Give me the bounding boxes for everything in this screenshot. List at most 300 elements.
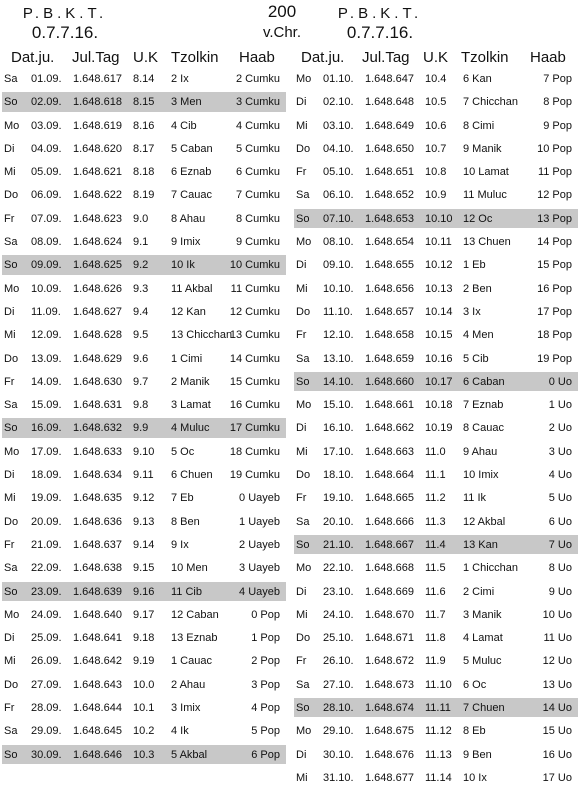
julian-day-cell: 1.648.645 (73, 725, 122, 738)
julian-day-cell: 1.648.626 (73, 282, 122, 295)
tzolkin-cell: 5 Muluc (463, 655, 502, 668)
uk-count-cell: 9.8 (133, 399, 149, 412)
julian-day-cell: 1.648.674 (365, 702, 414, 715)
table-row (292, 533, 578, 556)
julian-day-cell: 1.648.652 (365, 189, 414, 202)
left-col-header-tzolkin: Tzolkin (171, 49, 219, 66)
left-pbkt-value: 0.7.7.16. (31, 23, 99, 42)
tzolkin-cell: 6 Chuen (171, 469, 213, 482)
tzolkin-cell: 9 Ahau (463, 445, 498, 458)
uk-count-cell: 9.1 (133, 236, 149, 249)
uk-count-cell: 9.19 (133, 655, 155, 668)
weekday-cell: Do (296, 142, 311, 155)
haab-cell: 2 Pop (251, 655, 280, 668)
table-row (0, 510, 286, 533)
date-cell: 01.09. (31, 73, 62, 85)
julian-day-cell: 1.648.625 (73, 259, 122, 272)
haab-cell: 19 Cumku (229, 469, 280, 482)
weekday-cell: Sa (4, 725, 18, 738)
haab-cell: 17 Pop (537, 305, 572, 318)
uk-count-cell: 10.5 (425, 96, 447, 109)
julian-day-cell: 1.648.656 (365, 282, 414, 295)
julian-day-cell: 1.648.659 (365, 352, 414, 365)
date-cell: 01.10. (323, 73, 354, 85)
julian-day-cell: 1.648.621 (73, 166, 122, 179)
tzolkin-cell: 4 Ik (171, 725, 189, 738)
tzolkin-cell: 2 Ahau (171, 678, 206, 691)
date-cell: 25.09. (31, 632, 62, 645)
julian-day-cell: 1.648.648 (365, 96, 414, 109)
table-row (292, 510, 578, 533)
julian-day-cell: 1.648.663 (365, 445, 414, 458)
tzolkin-cell: 7 Eznab (463, 399, 504, 412)
table-row (292, 556, 578, 579)
weekday-cell: Sa (296, 189, 310, 202)
table-row (292, 114, 578, 137)
tzolkin-cell: 7 Chicchan (463, 96, 519, 109)
uk-count-cell: 11.1 (425, 469, 446, 482)
haab-cell: 2 Uayeb (239, 538, 280, 551)
julian-day-cell: 1.648.634 (73, 469, 122, 482)
tzolkin-cell: 10 Ik (171, 259, 195, 272)
tzolkin-cell: 2 Manik (171, 375, 210, 388)
date-cell: 06.10. (323, 189, 354, 202)
tzolkin-cell: 10 Ix (463, 771, 487, 784)
tzolkin-cell: 6 Caban (463, 375, 505, 388)
right-header (325, 6, 435, 41)
julian-day-cell: 1.648.624 (73, 236, 122, 249)
table-row (0, 183, 286, 206)
left-col-header-haab: Haab (239, 49, 275, 66)
table-row (0, 486, 286, 509)
haab-cell: 12 Uo (542, 655, 572, 668)
julian-day-cell: 1.648.618 (73, 96, 122, 109)
table-row (292, 90, 578, 113)
uk-count-cell: 10.7 (425, 142, 447, 155)
table-row (292, 649, 578, 672)
uk-count-cell: 11.14 (425, 771, 452, 784)
date-cell: 22.10. (323, 562, 354, 575)
table-row (0, 277, 286, 300)
table-row (0, 696, 286, 719)
weekday-cell: Mo (4, 608, 20, 621)
haab-cell: 4 Cumku (235, 119, 280, 132)
date-cell: 23.09. (31, 585, 62, 598)
weekday-cell: Do (4, 352, 19, 365)
uk-count-cell: 11.7 (425, 608, 446, 621)
haab-cell: 5 Pop (251, 725, 280, 738)
tzolkin-cell: 8 Ben (171, 515, 200, 528)
haab-cell: 9 Pop (543, 119, 572, 132)
date-cell: 21.10. (323, 538, 354, 551)
haab-cell: 0 Pop (251, 608, 280, 621)
weekday-cell: Di (4, 469, 15, 482)
date-cell: 09.09. (31, 259, 62, 272)
weekday-cell: Mo (4, 119, 20, 132)
table-row (0, 580, 286, 603)
haab-cell: 4 Uo (548, 469, 572, 482)
weekday-cell: So (296, 212, 310, 225)
uk-count-cell: 8.19 (133, 189, 155, 202)
julian-day-cell: 1.648.641 (73, 632, 122, 645)
uk-count-cell: 9.7 (133, 375, 149, 388)
tzolkin-cell: 9 Imix (171, 236, 201, 249)
tzolkin-cell: 4 Men (463, 329, 494, 342)
uk-count-cell: 9.16 (133, 585, 155, 598)
haab-cell: 3 Cumku (235, 96, 280, 109)
date-cell: 28.09. (31, 702, 62, 715)
tzolkin-cell: 1 Cimi (171, 352, 203, 365)
haab-cell: 3 Uo (548, 445, 572, 458)
julian-day-cell: 1.648.673 (365, 678, 414, 691)
tzolkin-cell: 7 Chuen (463, 702, 505, 715)
weekday-cell: Sa (4, 236, 18, 249)
table-row (0, 207, 286, 230)
date-cell: 26.10. (323, 655, 354, 668)
table-row (0, 463, 286, 486)
uk-count-cell: 8.14 (133, 73, 155, 85)
julian-day-cell: 1.648.639 (73, 585, 122, 598)
table-row (292, 719, 578, 742)
table-row (0, 556, 286, 579)
table-row (292, 207, 578, 230)
date-cell: 02.09. (31, 96, 62, 109)
date-cell: 29.09. (31, 725, 62, 738)
uk-count-cell: 9.18 (133, 632, 155, 645)
tzolkin-cell: 6 Eznab (171, 166, 212, 179)
weekday-cell: Di (4, 632, 15, 645)
julian-day-cell: 1.648.651 (365, 166, 414, 179)
uk-count-cell: 10.4 (425, 73, 447, 85)
haab-cell: 13 Uo (542, 678, 572, 691)
tzolkin-cell: 4 Lamat (463, 632, 503, 645)
weekday-cell: Fr (296, 492, 307, 505)
haab-cell: 4 Uayeb (239, 585, 280, 598)
julian-day-cell: 1.648.632 (73, 422, 122, 435)
table-row (292, 416, 578, 439)
tzolkin-cell: 13 Kan (463, 538, 498, 551)
julian-day-cell: 1.648.633 (73, 445, 122, 458)
date-cell: 14.10. (323, 375, 354, 388)
haab-cell: 14 Pop (537, 236, 572, 249)
date-cell: 07.10. (323, 212, 354, 225)
weekday-cell: Fr (4, 702, 15, 715)
weekday-cell: Di (296, 748, 307, 761)
julian-day-cell: 1.648.657 (365, 305, 414, 318)
date-cell: 03.09. (31, 119, 62, 132)
uk-count-cell: 11.11 (425, 702, 451, 715)
table-row (0, 370, 286, 393)
julian-day-cell: 1.648.650 (365, 142, 414, 155)
tzolkin-cell: 12 Akbal (463, 515, 506, 528)
uk-count-cell: 10.12 (425, 259, 453, 272)
weekday-cell: So (4, 96, 18, 109)
uk-count-cell: 10.15 (425, 329, 453, 342)
uk-count-cell: 11.12 (425, 725, 452, 738)
table-row (292, 323, 578, 346)
uk-count-cell: 11.5 (425, 562, 446, 575)
left-col-header-date: Dat.ju. (11, 49, 55, 66)
julian-day-cell: 1.648.623 (73, 212, 122, 225)
tzolkin-cell: 12 Caban (171, 608, 219, 621)
table-row (292, 230, 578, 253)
julian-day-cell: 1.648.660 (365, 375, 414, 388)
tzolkin-cell: 5 Oc (171, 445, 195, 458)
uk-count-cell: 9.15 (133, 562, 155, 575)
julian-day-cell: 1.648.668 (365, 562, 414, 575)
tzolkin-cell: 10 Imix (463, 469, 499, 482)
weekday-cell: Mi (296, 282, 308, 295)
uk-count-cell: 9.0 (133, 212, 149, 225)
tzolkin-cell: 11 Muluc (463, 189, 507, 202)
tzolkin-cell: 7 Cauac (171, 189, 212, 202)
haab-cell: 17 Uo (542, 771, 572, 784)
tzolkin-cell: 8 Cimi (463, 119, 495, 132)
table-row (292, 766, 578, 789)
uk-count-cell: 10.14 (425, 305, 453, 318)
date-cell: 04.10. (323, 142, 354, 155)
table-row (292, 347, 578, 370)
weekday-cell: Di (296, 259, 307, 272)
tzolkin-cell: 8 Eb (463, 725, 486, 738)
weekday-cell: Mo (296, 725, 312, 738)
date-cell: 24.10. (323, 608, 354, 621)
haab-cell: 8 Pop (543, 96, 572, 109)
julian-day-cell: 1.648.620 (73, 142, 122, 155)
uk-count-cell: 8.15 (133, 96, 155, 109)
table-row (0, 347, 286, 370)
uk-count-cell: 11.6 (425, 585, 446, 598)
table-row (292, 743, 578, 766)
weekday-cell: Mi (296, 771, 308, 784)
weekday-cell: Do (4, 515, 19, 528)
table-row (0, 230, 286, 253)
table-row (292, 626, 578, 649)
tzolkin-cell: 2 Ix (171, 73, 189, 85)
date-cell: 16.10. (323, 422, 354, 435)
date-cell: 11.10. (323, 305, 353, 318)
uk-count-cell: 10.0 (133, 678, 155, 691)
date-cell: 30.10. (323, 748, 354, 761)
julian-day-cell: 1.648.640 (73, 608, 122, 621)
weekday-cell: So (4, 422, 18, 435)
julian-day-cell: 1.648.664 (365, 469, 414, 482)
julian-day-cell: 1.648.658 (365, 329, 414, 342)
date-cell: 04.09. (31, 142, 62, 155)
date-cell: 08.10. (323, 236, 354, 249)
uk-count-cell: 9.17 (133, 608, 155, 621)
tzolkin-cell: 4 Cib (171, 119, 197, 132)
tzolkin-cell: 5 Cib (463, 352, 489, 365)
uk-count-cell: 10.3 (133, 748, 155, 761)
julian-day-cell: 1.648.629 (73, 352, 122, 365)
date-cell: 18.09. (31, 469, 62, 482)
weekday-cell: Di (296, 585, 307, 598)
tzolkin-cell: 5 Akbal (171, 748, 208, 761)
right-col-header-haab: Haab (530, 49, 566, 66)
date-cell: 15.10. (323, 399, 354, 412)
date-cell: 17.09. (31, 445, 62, 458)
weekday-cell: Mo (296, 236, 312, 249)
uk-count-cell: 9.3 (133, 282, 149, 295)
haab-cell: 8 Uo (548, 562, 572, 575)
date-cell: 12.10. (323, 329, 354, 342)
haab-cell: 15 Pop (537, 259, 572, 272)
table-row (292, 486, 578, 509)
weekday-cell: So (4, 585, 18, 598)
julian-day-cell: 1.648.630 (73, 375, 122, 388)
date-cell: 17.10. (323, 445, 354, 458)
haab-cell: 19 Pop (537, 352, 572, 365)
tzolkin-cell: 3 Ix (463, 305, 481, 318)
year-value: 200 (267, 2, 297, 21)
right-col-header-jul: Jul.Tag (362, 49, 410, 66)
haab-cell: 11 Pop (537, 166, 572, 179)
weekday-cell: Mo (4, 282, 20, 295)
uk-count-cell: 10.13 (425, 282, 453, 295)
table-row (292, 393, 578, 416)
right-col-header-tzolkin: Tzolkin (461, 49, 509, 66)
julian-day-cell: 1.648.642 (73, 655, 122, 668)
table-row (292, 696, 578, 719)
date-cell: 27.09. (31, 678, 62, 691)
left-pbkt-label: P.B.K.T. (22, 5, 108, 22)
haab-cell: 0 Uayeb (239, 492, 280, 505)
date-cell: 22.09. (31, 562, 62, 575)
julian-day-cell: 1.648.649 (365, 119, 414, 132)
date-cell: 19.09. (31, 492, 62, 505)
table-row (0, 90, 286, 113)
date-cell: 19.10. (323, 492, 354, 505)
date-cell: 27.10. (323, 678, 354, 691)
tzolkin-cell: 4 Muluc (171, 422, 210, 435)
julian-day-cell: 1.648.676 (365, 748, 414, 761)
table-row (0, 649, 286, 672)
julian-day-cell: 1.648.672 (365, 655, 414, 668)
julian-day-cell: 1.648.646 (73, 748, 122, 761)
table-row (0, 603, 286, 626)
uk-count-cell: 10.8 (425, 166, 447, 179)
haab-cell: 2 Cumku (235, 73, 280, 85)
tzolkin-cell: 6 Kan (463, 73, 492, 85)
julian-day-cell: 1.648.637 (73, 538, 122, 551)
julian-day-cell: 1.648.667 (365, 538, 414, 551)
julian-day-cell: 1.648.628 (73, 329, 122, 342)
weekday-cell: Mo (296, 399, 312, 412)
julian-day-cell: 1.648.666 (365, 515, 414, 528)
haab-cell: 18 Pop (537, 329, 572, 342)
uk-count-cell: 11.13 (425, 748, 452, 761)
uk-count-cell: 10.16 (425, 352, 453, 365)
haab-cell: 3 Pop (251, 678, 280, 691)
julian-day-cell: 1.648.635 (73, 492, 122, 505)
weekday-cell: Mi (4, 329, 16, 342)
left-col-header-jul: Jul.Tag (72, 49, 120, 66)
haab-cell: 15 Uo (542, 725, 572, 738)
date-cell: 03.10. (323, 119, 354, 132)
haab-cell: 8 Cumku (235, 212, 280, 225)
date-cell: 10.10. (323, 282, 354, 295)
tzolkin-cell: 8 Cauac (463, 422, 504, 435)
haab-cell: 0 Uo (548, 375, 572, 388)
tzolkin-cell: 3 Lamat (171, 399, 211, 412)
haab-cell: 6 Pop (251, 748, 280, 761)
haab-cell: 5 Cumku (235, 142, 280, 155)
uk-count-cell: 9.10 (133, 445, 155, 458)
uk-count-cell: 11.0 (425, 445, 446, 458)
weekday-cell: Mi (4, 166, 16, 179)
haab-cell: 7 Pop (543, 73, 572, 85)
date-cell: 30.09. (31, 748, 62, 761)
uk-count-cell: 11.8 (425, 632, 446, 645)
haab-cell: 12 Cumku (229, 305, 280, 318)
table-row (292, 603, 578, 626)
haab-cell: 11 Cumku (230, 282, 280, 295)
uk-count-cell: 11.3 (425, 515, 446, 528)
julian-day-cell: 1.648.675 (365, 725, 414, 738)
tzolkin-cell: 9 Ix (171, 538, 189, 551)
date-cell: 15.09. (31, 399, 62, 412)
weekday-cell: Mi (4, 492, 16, 505)
weekday-cell: Mi (4, 655, 16, 668)
table-row (0, 253, 286, 276)
date-cell: 18.10. (323, 469, 354, 482)
julian-day-cell: 1.648.669 (365, 585, 414, 598)
julian-day-cell: 1.648.622 (73, 189, 122, 202)
julian-day-cell: 1.648.677 (365, 771, 414, 784)
haab-cell: 17 Cumku (229, 422, 280, 435)
weekday-cell: Mi (296, 608, 308, 621)
julian-day-cell: 1.648.627 (73, 305, 122, 318)
tzolkin-cell: 10 Lamat (463, 166, 509, 179)
table-row (292, 463, 578, 486)
date-cell: 05.09. (31, 166, 62, 179)
weekday-cell: Sa (4, 399, 18, 412)
date-cell: 14.09. (31, 375, 62, 388)
uk-count-cell: 8.18 (133, 166, 155, 179)
julian-day-cell: 1.648.654 (365, 236, 414, 249)
weekday-cell: Sa (4, 562, 18, 575)
weekday-cell: Sa (296, 515, 310, 528)
weekday-cell: Fr (4, 538, 15, 551)
table-row (292, 440, 578, 463)
date-cell: 02.10. (323, 96, 354, 109)
julian-day-cell: 1.648.662 (365, 422, 414, 435)
september-table (0, 67, 286, 766)
date-cell: 12.09. (31, 329, 62, 342)
date-cell: 07.09. (31, 212, 62, 225)
weekday-cell: Di (296, 96, 307, 109)
date-cell: 25.10. (323, 632, 354, 645)
uk-count-cell: 9.13 (133, 515, 155, 528)
table-row (0, 160, 286, 183)
uk-count-cell: 11.4 (425, 538, 446, 551)
uk-count-cell: 10.11 (425, 236, 452, 249)
julian-day-cell: 1.648.653 (365, 212, 414, 225)
uk-count-cell: 10.2 (133, 725, 155, 738)
haab-cell: 7 Cumku (235, 189, 280, 202)
haab-cell: 1 Uo (548, 399, 572, 412)
weekday-cell: Sa (296, 678, 310, 691)
uk-count-cell: 10.10 (425, 212, 453, 225)
date-cell: 26.09. (31, 655, 62, 668)
weekday-cell: Di (4, 142, 15, 155)
date-cell: 05.10. (323, 166, 354, 179)
table-row (0, 533, 286, 556)
date-cell: 20.10. (323, 515, 354, 528)
haab-cell: 2 Uo (548, 422, 572, 435)
uk-count-cell: 11.10 (425, 678, 452, 691)
